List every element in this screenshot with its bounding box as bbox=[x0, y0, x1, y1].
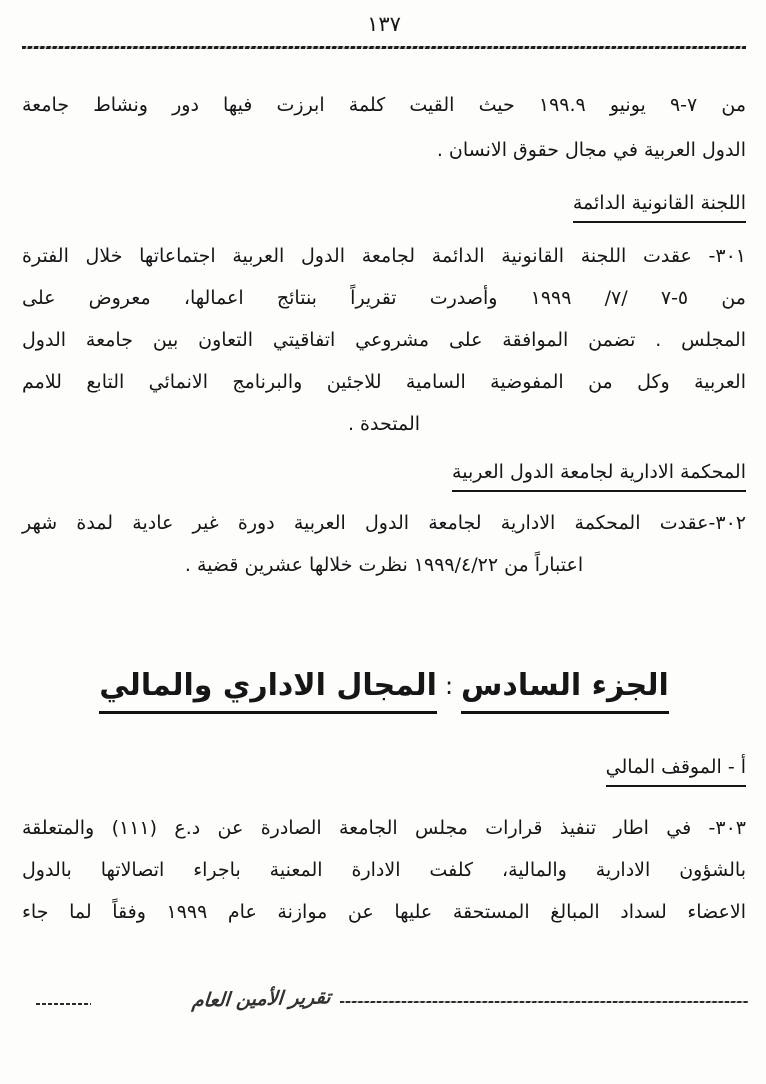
section-heading-text: أ - الموقف المالي bbox=[606, 756, 746, 787]
page-footer bbox=[0, 988, 766, 1028]
paragraph-line: الاعضاء لسداد المبالغ المستحقة عليها عن موازنة عام ١٩٩٩ وفقاً لما جاء bbox=[22, 901, 746, 923]
part-six-title bbox=[22, 664, 746, 714]
intro-paragraph bbox=[22, 83, 746, 173]
part-title-subject: المجال الاداري والمالي bbox=[99, 664, 437, 714]
paragraph-line: المتحدة . bbox=[347, 413, 421, 435]
paragraph-line: بالشؤون الادارية والمالية، كلفت الادارة المعنية باجراء اتصالاتها بالدول bbox=[22, 859, 746, 881]
paragraph-line: ٣٠٢-عقدت المحكمة الادارية لجامعة الدول العربية دورة غير عادية لمدة شهر bbox=[22, 512, 746, 534]
paragraph-303 bbox=[22, 807, 746, 933]
section-heading-admin-court bbox=[22, 461, 746, 492]
section-heading-financial-position bbox=[22, 756, 746, 787]
paragraph-line: ٣٠١- عقدت اللجنة القانونية الدائمة لجامعة الدول العربية اجتماعاتها خلال الفترة bbox=[22, 245, 746, 267]
header-rule bbox=[22, 46, 746, 49]
paragraph-line: العربية وكل من المفوضية السامية للاجئين والبرنامج الانمائي التابع للامم bbox=[22, 371, 746, 393]
part-title-label: الجزء السادس bbox=[461, 664, 669, 714]
paragraph-line: المجلس . تضمن الموافقة على مشروعي اتفاقيتي التعاون بين جامعة الدول bbox=[22, 329, 746, 351]
page-number: ١٣٧ bbox=[367, 12, 401, 36]
paragraph-line: الدول العربية في مجال حقوق الانسان . bbox=[436, 139, 746, 161]
footer-rule-short bbox=[36, 1003, 91, 1005]
section-heading-legal-committee bbox=[22, 192, 746, 223]
section-heading-text: اللجنة القانونية الدائمة bbox=[573, 192, 746, 223]
paragraph-302 bbox=[22, 502, 746, 586]
footer-rule-long bbox=[340, 1001, 748, 1003]
paragraph-line: ٣٠٣- في اطار تنفيذ قرارات مجلس الجامعة الصادرة عن د.ع (١١١) والمتعلقة bbox=[22, 817, 746, 839]
paragraph-301 bbox=[22, 235, 746, 445]
paragraph-line: من ٥-٧ /٧/ ١٩٩٩ وأصدرت تقريراً بنتائج اعمالها، معروض على bbox=[22, 287, 746, 309]
section-heading-text: المحكمة الادارية لجامعة الدول العربية bbox=[452, 461, 746, 492]
paragraph-line: من ٧-٩ يونيو ١٩٩.٩ حيث القيت كلمة ابرزت فيها دور ونشاط جامعة bbox=[22, 94, 747, 116]
part-title-colon: : bbox=[444, 672, 454, 700]
footer-note: تقرير الأمين العام bbox=[191, 986, 332, 1012]
paragraph-line: اعتباراً من ١٩٩٩/٤/٢٢ نظرت خلالها عشرين قضية . bbox=[184, 554, 584, 576]
